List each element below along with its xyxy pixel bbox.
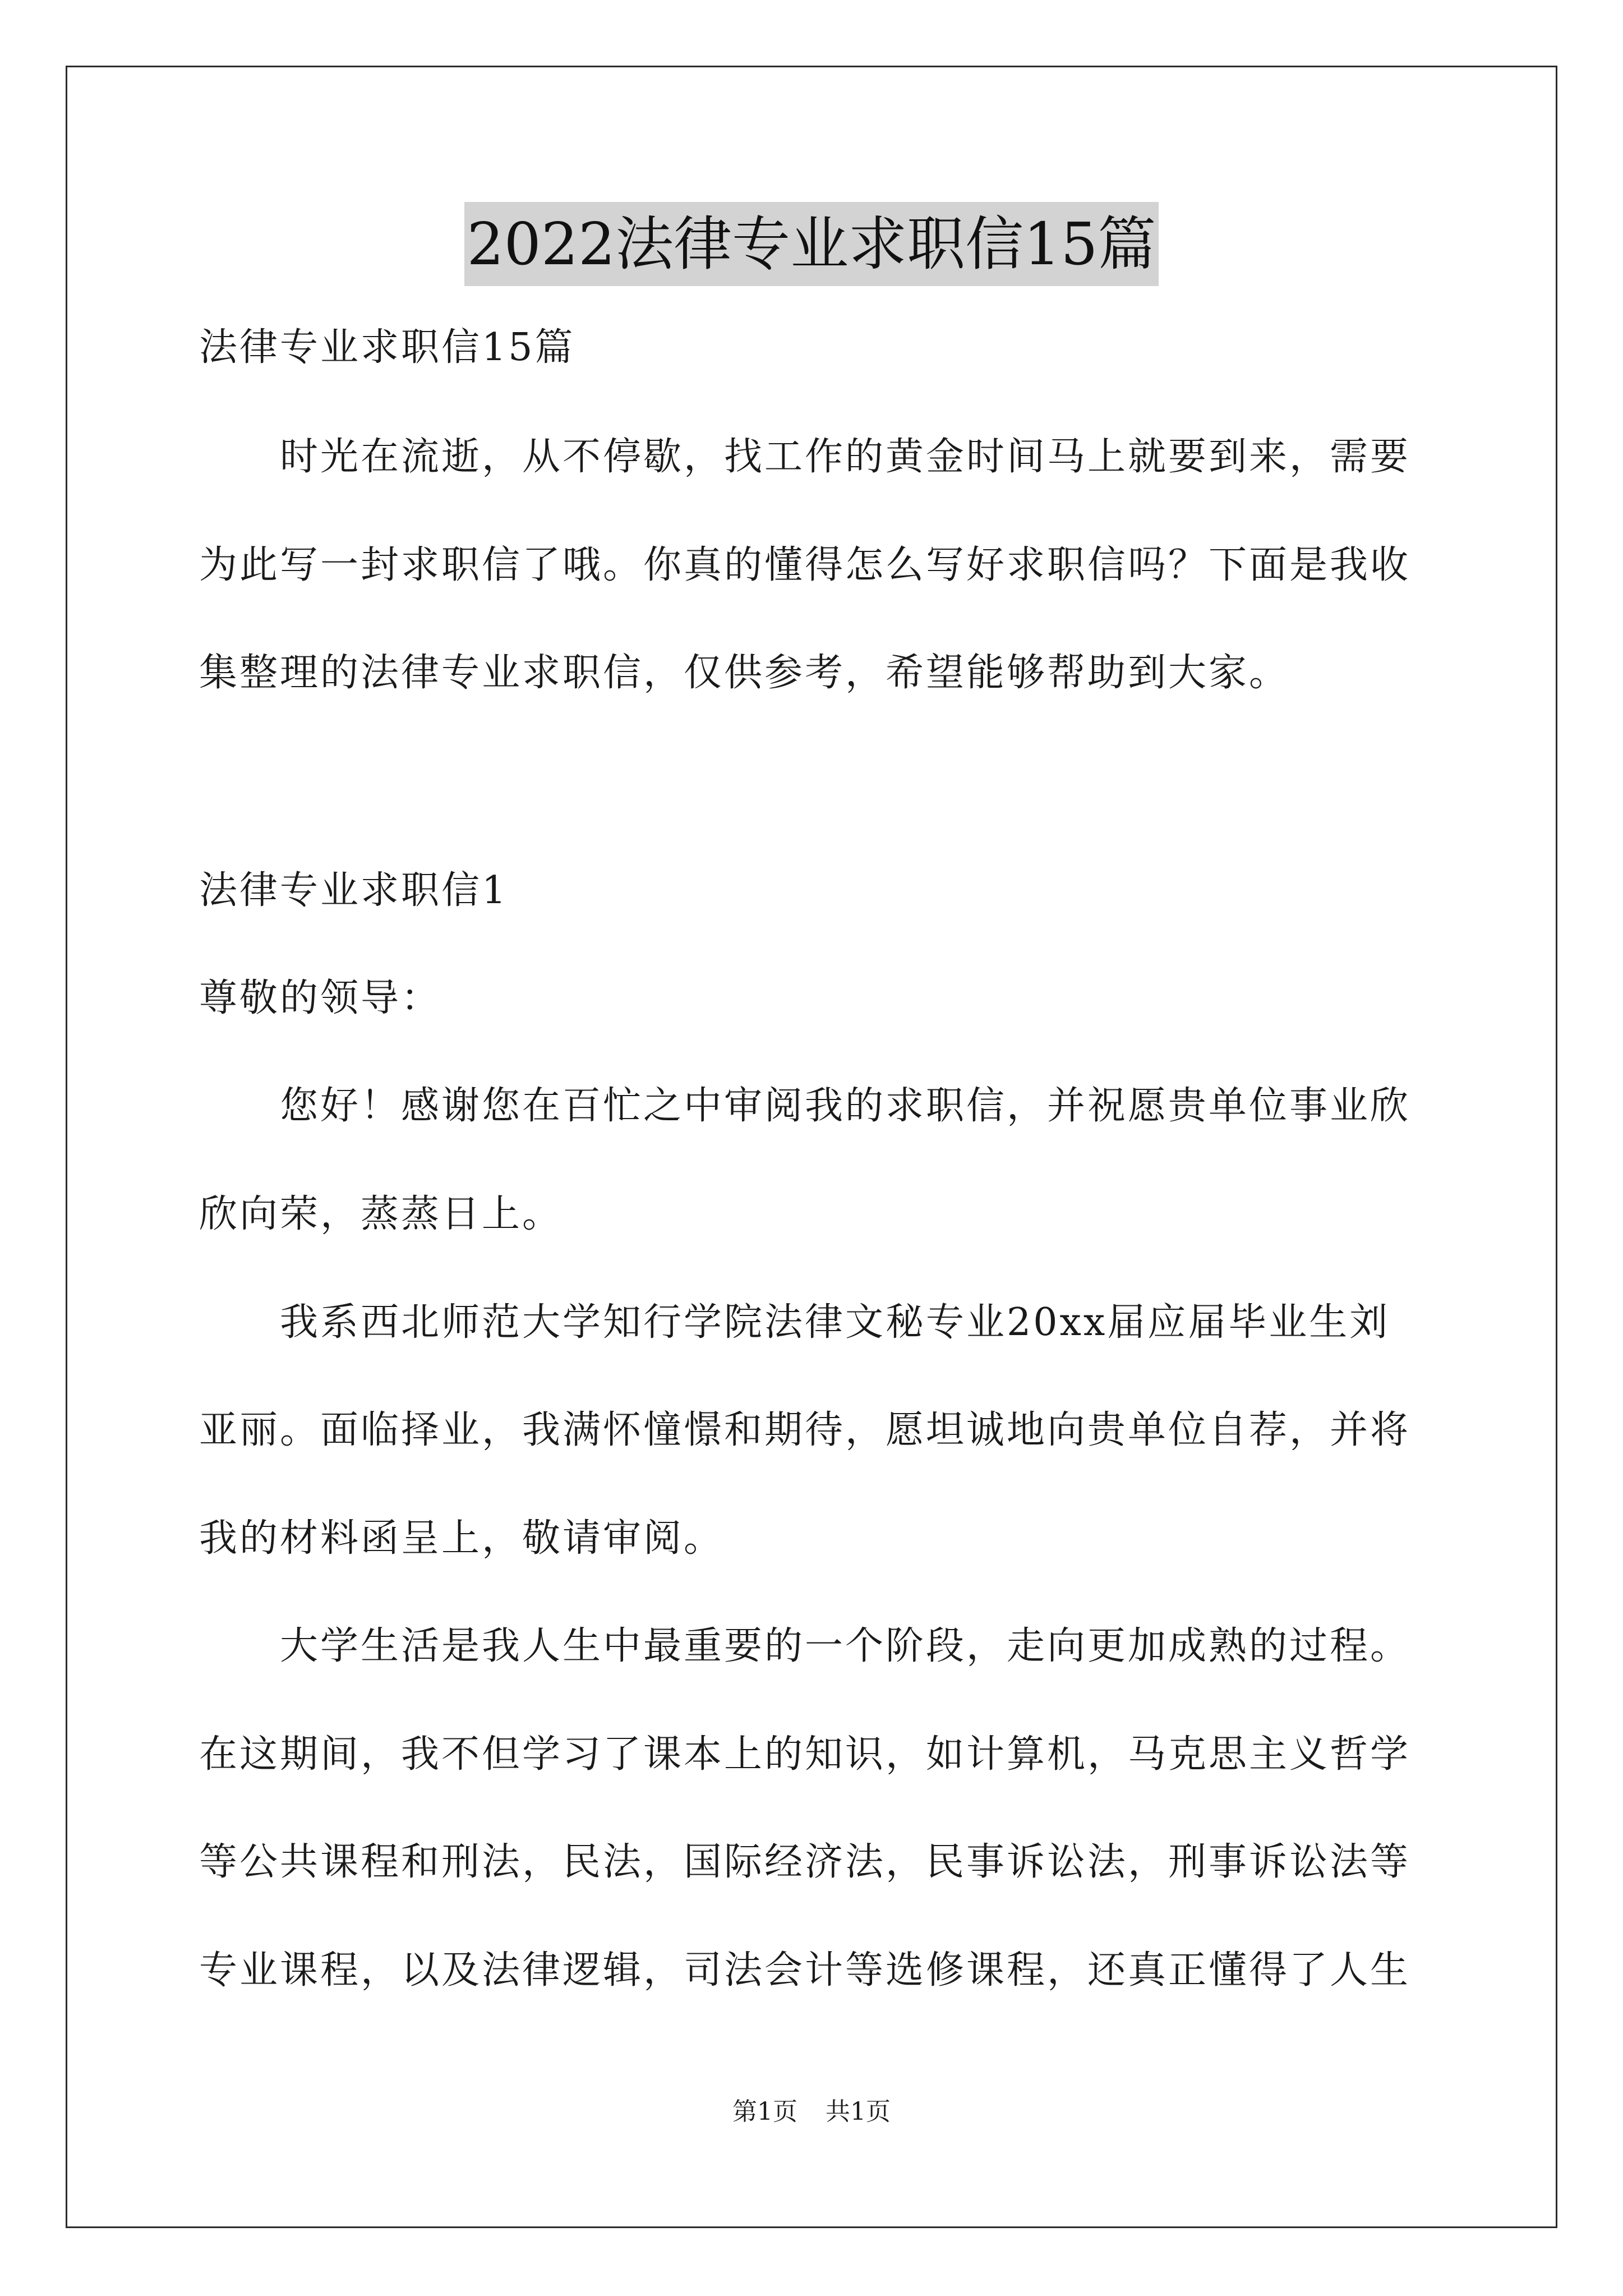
title-container bbox=[0, 202, 1623, 286]
section-heading: 法律专业求职信1 bbox=[199, 868, 509, 913]
paragraph-line: 大学生活是我人生中最重要的一个阶段，走向更加成熟的过程。 bbox=[199, 1624, 1411, 1668]
paragraph-line: 亚丽。面临择业，我满怀憧憬和期待，愿坦诚地向贵单位自荐，并将 bbox=[199, 1408, 1411, 1452]
paragraph-line: 时光在流逝，从不停歇，找工作的黄金时间马上就要到来，需要 bbox=[199, 435, 1411, 479]
document-title: 2022法律专业求职信15篇 bbox=[464, 202, 1158, 286]
paragraph-line: 集整理的法律专业求职信，仅供参考，希望能够帮助到大家。 bbox=[199, 651, 1290, 695]
paragraph-line: 等公共课程和刑法，民法，国际经济法，民事诉讼法，刑事诉讼法等 bbox=[199, 1840, 1411, 1884]
paragraph-line: 我系西北师范大学知行学院法律文秘专业20xx届应届毕业生刘 bbox=[199, 1300, 1390, 1345]
page-number: 第1页 bbox=[732, 2097, 797, 2126]
paragraph-line: 我的材料函呈上，敬请审阅。 bbox=[199, 1516, 725, 1561]
paragraph-line: 在这期间，我不但学习了课本上的知识，如计算机，马克思主义哲学 bbox=[199, 1732, 1411, 1777]
paragraph-line: 为此写一封求职信了哦。你真的懂得怎么写好求职信吗？下面是我收 bbox=[199, 543, 1411, 587]
paragraph-line: 您好！感谢您在百忙之中审阅我的求职信，并祝愿贵单位事业欣 bbox=[199, 1084, 1411, 1128]
page-border bbox=[66, 66, 1557, 2228]
page-total: 共1页 bbox=[826, 2097, 891, 2126]
subtitle-line: 法律专业求职信15篇 bbox=[199, 325, 575, 370]
page-footer bbox=[0, 2095, 1623, 2129]
paragraph-line: 专业课程，以及法律逻辑，司法会计等选修课程，还真正懂得了人生 bbox=[199, 1948, 1411, 1993]
salutation: 尊敬的领导： bbox=[199, 976, 442, 1020]
paragraph-line: 欣向荣，蒸蒸日上。 bbox=[199, 1192, 563, 1236]
